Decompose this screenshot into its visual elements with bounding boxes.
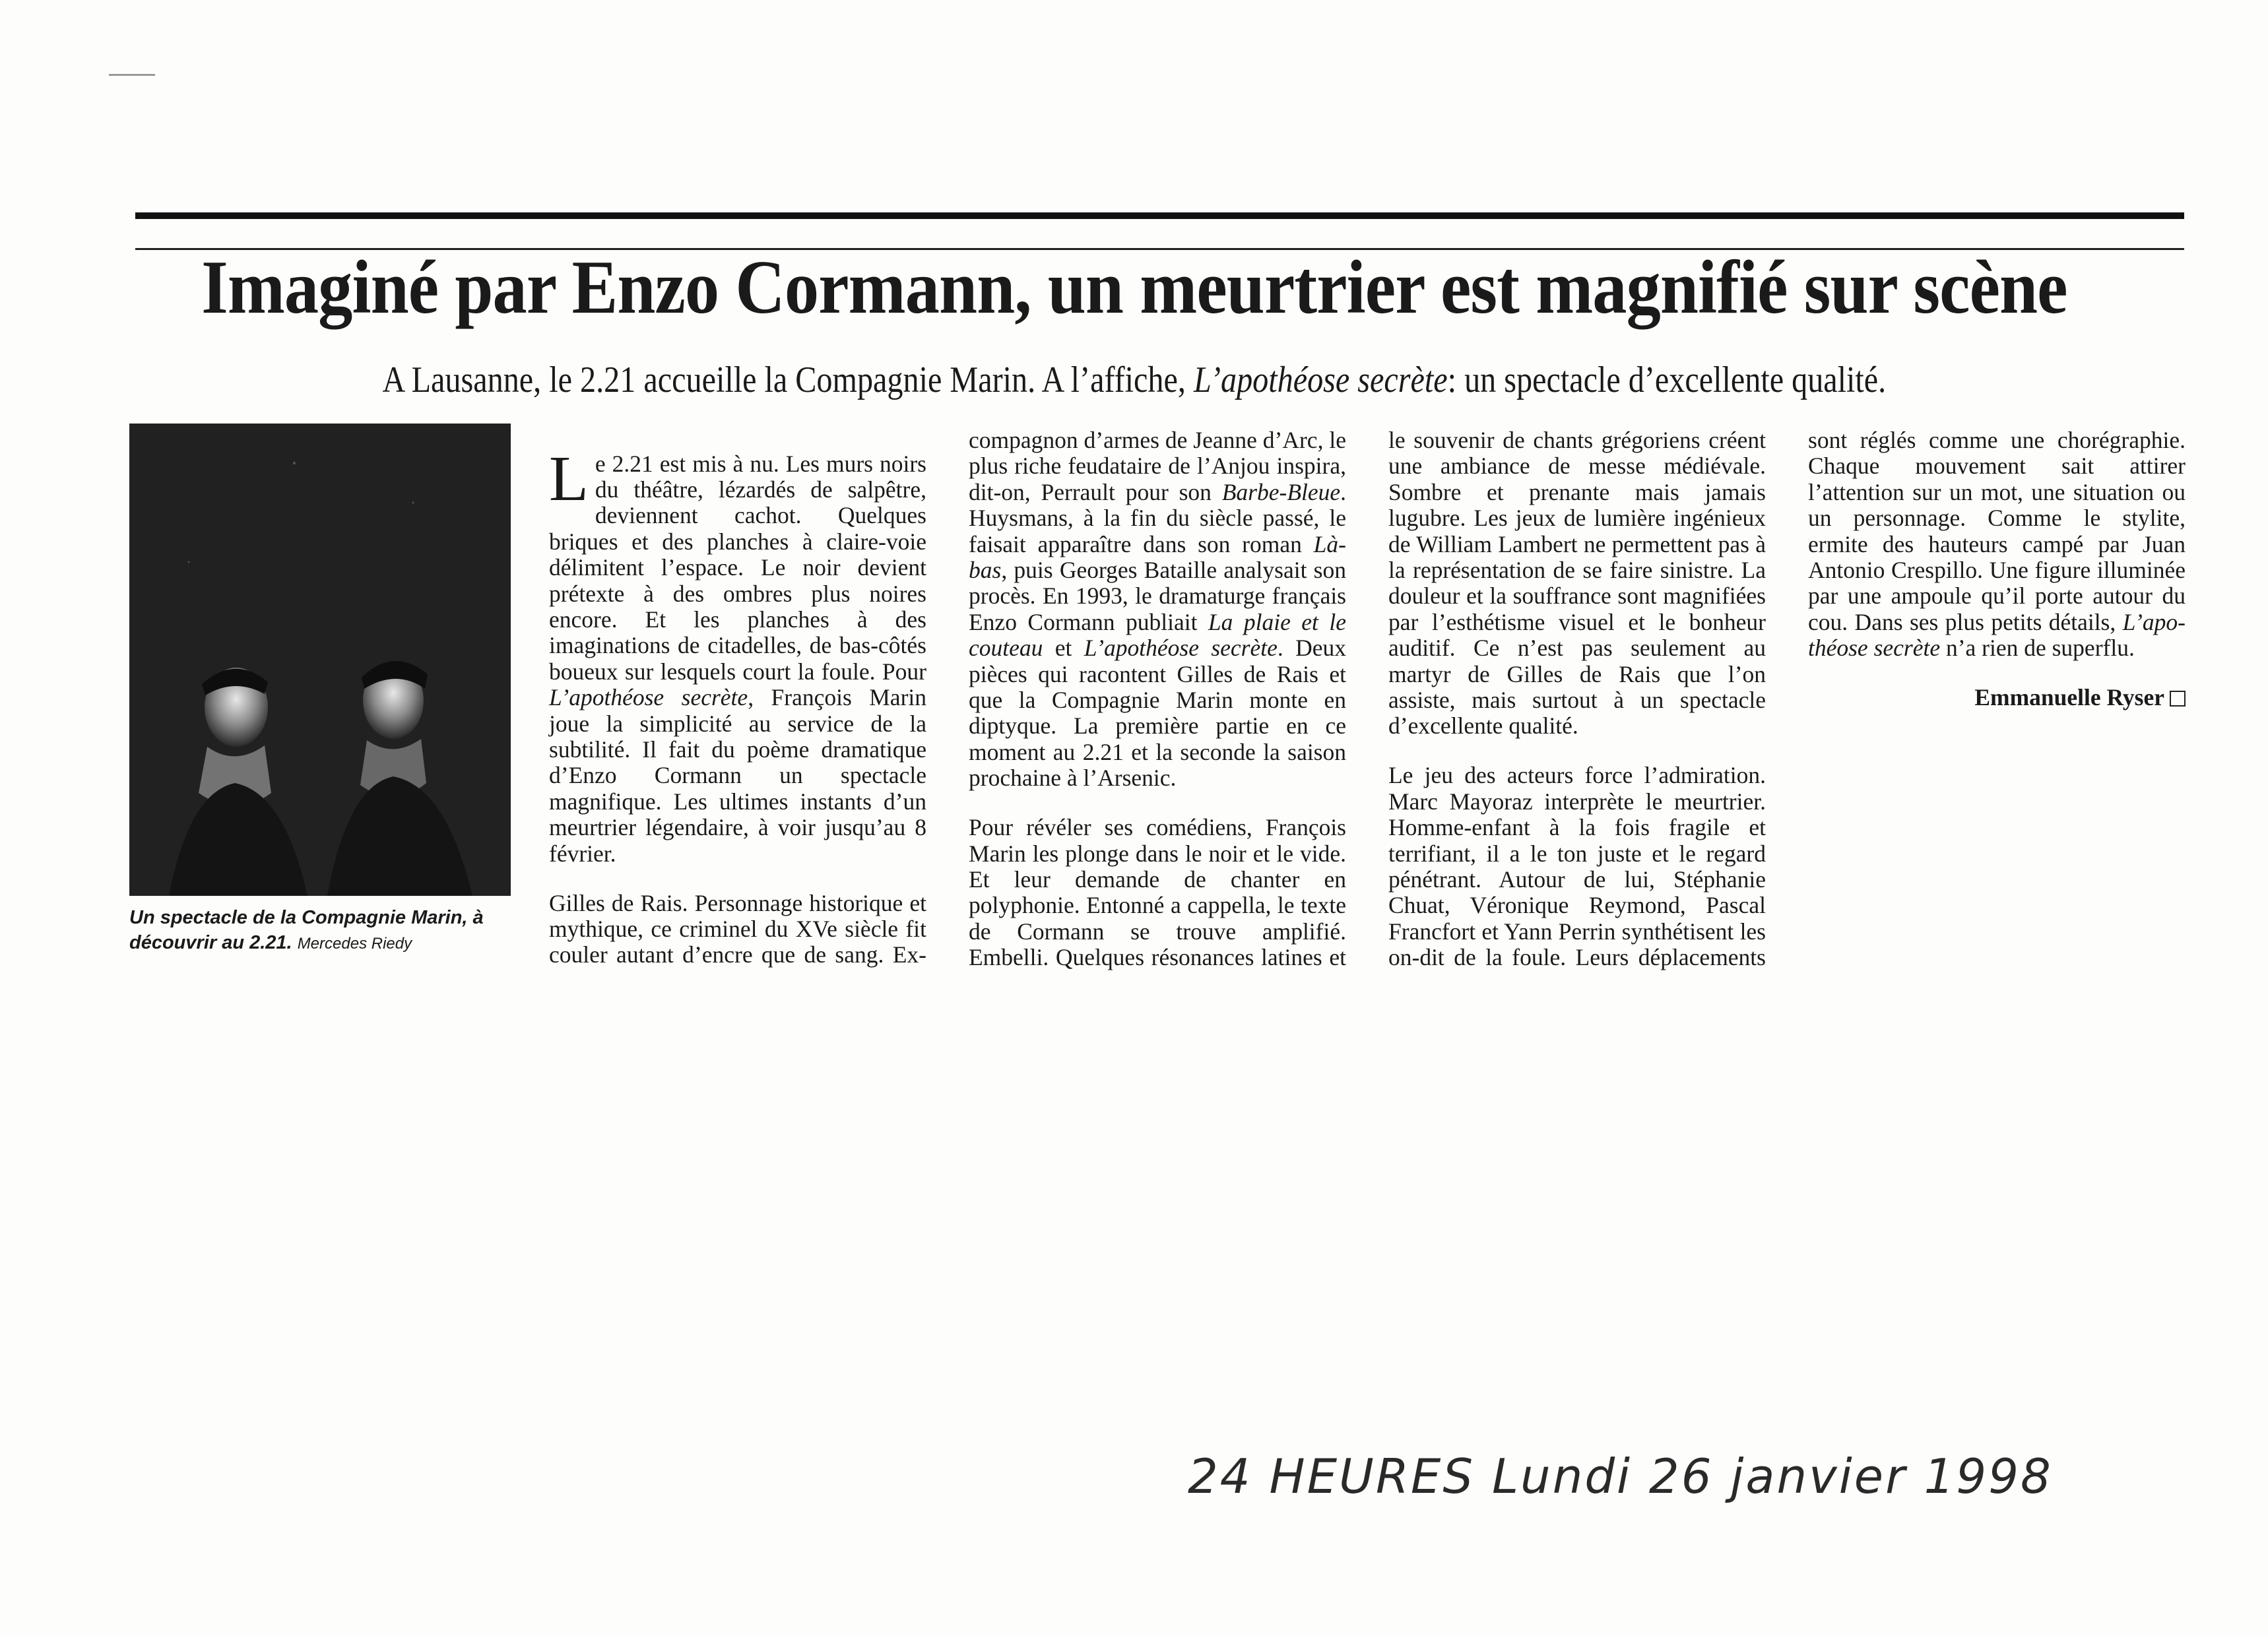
p2-title-barbe: Barbe-Bleue [1221, 478, 1341, 505]
subhead-part-1: A Lausanne, le 2.21 accueille la Compagnie Marin. A l’affiche, [382, 360, 1194, 400]
handwriting-image [1181, 1430, 2053, 1516]
photo-credit: Mercedes Riedy [297, 935, 412, 953]
headline [0, 245, 2268, 330]
p2-title-plaie: La plaie et le couteau [969, 608, 1346, 662]
p4-text-b: n’a rien de superflu. [1940, 635, 2135, 662]
paragraph-1 [549, 443, 927, 867]
photo-caption [129, 905, 512, 957]
subheadline [0, 362, 2268, 398]
p2-text-a: Gilles de Rais. Personnage historique et mythique, ce criminel du XVe siècle fit couler autant d’encre que de sang. Ex-compagnon d’armes de Jeanne d’Arc, le plus riche feudataire de l’Anjou inspira, dit-on, Perrault pour son [549, 427, 1346, 968]
subhead-part-2: : un spectacle d’excellente qualité. [1447, 360, 1886, 400]
author-name: Emmanuelle Ryser [1974, 684, 2164, 711]
author-signature [1808, 685, 2186, 710]
p2-title-labas: Là-bas [969, 530, 1346, 584]
headline-text: Imaginé par Enzo Cormann, un meurtrier est magnifié sur scène [201, 245, 2067, 330]
p2-text-c: , puis Georges Bataille analysait son procès. En 1993, le dramaturge français Enzo Cormann publiait [969, 557, 1346, 635]
end-mark [2170, 691, 2186, 707]
handwriting-text: 24 HEURES Lundi 26 janvier 1998 [1188, 1449, 2053, 1504]
p2-text-e: . Deux pièces qui racontent Gilles de Rais et que la Compagnie Marin monte en diptyque. La première partie en ce moment au 2.21 et la seconde la saison prochaine à l’Arsenic. [969, 635, 1346, 792]
article-photo [129, 424, 511, 896]
caption-text: Un spectacle de la Compagnie Marin, à découvrir au 2.21. [129, 907, 484, 953]
p4-title: L’apothéose secrète [1808, 608, 2186, 662]
scan-mark [109, 74, 155, 76]
handwritten-annotation [1181, 1430, 2053, 1516]
paragraph-3: Pour révéler ses comédiens, François Marin les plonge dans le noir et le vide. Et leur demande de chanter en polyphonie. Entonné a cappella, le texte de Cormann se trouve amplifié. Embelli. Quelques résonances latines et le souvenir de chants grégoriens créent une ambiance de messe médiévale. Sombre et prenante mais jamais lugubre. Les jeux de lumière ingénieux de William Lambert ne permettent pas à la représentation de se faire sinistre. La douleur et la souffrance sont magnifiées par l’esthétisme visuel et le bonheur auditif. Ce n’est pas seulement au martyr de Gilles de Rais que l’on assiste, mais surtout à un spectacle d’excellente qualité. [969, 427, 1766, 971]
top-rule [135, 212, 2184, 219]
p2-title-apotheose: L’apothéose secrète [1084, 635, 1278, 662]
p2-text-b: . Huysmans, à la fin du siècle passé, le faisait apparaître dans son roman [969, 478, 1346, 557]
p4-text-a: Le jeu des acteurs force l’admiration. Marc Mayoraz interprète le meurtrier. Homme-enfant à la fois fragile et terrifiant, il a le ton juste et le regard pénétrant. Autour de lui, Stéphanie Chuat, Véronique Reymond, Pascal Francfort et Yann Perrin synthétisent les on-dit de la foule. Leurs déplacements sont réglés comme une chorégraphie. Chaque mouvement sait attirer l’attention sur un mot, une situation ou un personnage. Comme le stylite, ermite des hauteurs campé par Juan Antonio Crespillo. Une figure illuminée par une ampoule qu’il porte autour du cou. Dans ses plus petits détails, [1388, 427, 2186, 971]
p2-text-d: et [1043, 635, 1084, 662]
photo-image [129, 424, 511, 896]
p1-text-a: e 2.21 est mis à nu. Les murs noirs du théâtre, lézardés de salpêtre, deviennent cachot. Quelques briques et des planches à claire-voie délimitent l’espace. Le noir devient prétexte à des ombres plus noires encore. Et les planches à des imaginations de citadelles, de bas-côtés boueux sur lesquels court la foule. Pour [549, 450, 926, 685]
p1-title: L’apothéose secrète [549, 684, 748, 711]
drop-cap: L [549, 443, 589, 515]
p1-text-b: , François Marin joue la simplicité au service de la subtilité. Il fait du poème dramatique d’Enzo Cormann un spectacle magnifique. Les ultimes instants d’un meurtrier légendaire, à voir jusqu’au 8 février. [549, 684, 927, 867]
subheadline-inner [382, 362, 1886, 398]
subhead-title: L’apothéose secrète [1193, 360, 1448, 400]
article-body [549, 427, 2186, 982]
